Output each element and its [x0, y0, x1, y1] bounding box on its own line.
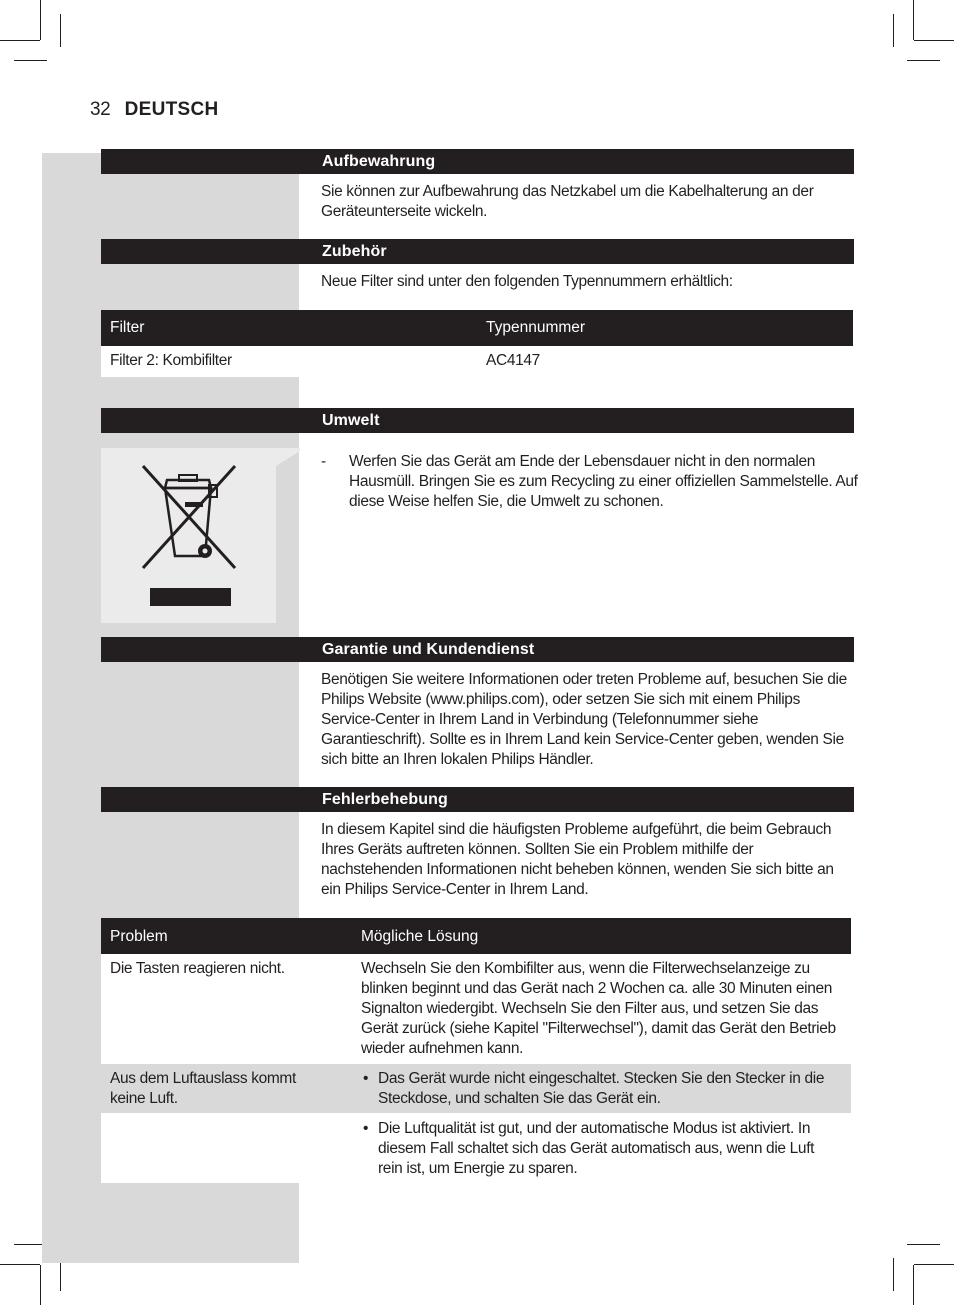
recycling-image-box [101, 448, 276, 623]
bullet-mark: • [363, 1120, 369, 1137]
solution-cell: Wechseln Sie den Kombifilter aus, wenn die Filterwechselanzeige zu blinken beginnt und das Gerät nach 2 Wochen ca. alle 30 Minuten einen Signalton wiedergibt. Wechseln Sie den Filter aus, und setzen Sie das Gerät zurück (siehe Kapitel "Filterwechsel"), damit das Gerät den Betrieb wieder aufnehmen kann. [361, 960, 836, 1057]
bullet-mark: • [363, 1070, 369, 1087]
page-language: DEUTSCH [124, 99, 219, 120]
filter-table-header [101, 310, 853, 346]
crop-mark [893, 14, 894, 47]
solution-bullet-text: Das Gerät wurde nicht eingeschaltet. Stecken Sie den Stecker in die Steckdose, und schalten Sie das Gerät ein. [378, 1070, 825, 1107]
crop-mark [913, 0, 914, 40]
section-title-warranty: Garantie und Kundendienst [101, 637, 854, 662]
table-row [101, 1064, 851, 1113]
problem-cell: Aus dem Luftauslass kommt keine Luft. [110, 1070, 296, 1107]
crossed-out-wheelie-bin-icon [101, 448, 276, 623]
crop-mark [40, 1265, 41, 1305]
filter-table-header-type: Typennummer [486, 319, 586, 336]
warranty-text: Benötigen Sie weitere Informationen oder treten Probleme auf, besuchen Sie die Philips Website (www.philips.com), oder setzen Sie sich mit einem Philips Service-Center in Ihrem Land in Verbindung (Telefonnummer siehe Garantieschrift). Sollte es in Ihrem Land kein Service-Center geben, wenden Sie sich bitte an Ihren lokalen Philips Händler. [321, 671, 847, 768]
crop-mark [907, 1244, 940, 1245]
page-number: 32 [90, 99, 111, 120]
crop-mark [40, 0, 41, 40]
section-title-troubleshooting: Fehlerbehebung [101, 787, 854, 812]
crop-mark [893, 1258, 894, 1291]
table-row [101, 1113, 851, 1183]
crop-mark [913, 1265, 914, 1305]
image-pointer-arrow [276, 448, 300, 468]
crop-mark [914, 40, 954, 41]
environment-text: Werfen Sie das Gerät am Ende der Lebensdauer nicht in den normalen Hausmüll. Bringen Sie es zum Recycling zu einer offiziellen Sammelstelle. Auf diese Weise helfen Sie, die Umwelt zu schonen. [349, 453, 858, 510]
solution-bullet-text: Die Luftqualität ist gut, und der automatische Modus ist aktiviert. In diesem Fall schaltet sich das Gerät automatisch aus, wenn die Luft rein ist, um Energie zu sparen. [378, 1120, 815, 1177]
crop-mark [0, 1264, 40, 1265]
header-solution: Mögliche Lösung [361, 928, 479, 945]
problem-cell: Die Tasten reagieren nicht. [110, 960, 285, 977]
crop-mark [914, 1264, 954, 1265]
troubleshooting-text: In diesem Kapitel sind die häufigsten Probleme aufgeführt, die beim Gebrauch Ihres Geräts auftreten können. Sollten Sie ein Problem mithilfe der nachstehenden Informationen nicht beheben können, wenden Sie sich bitte an ein Philips Service-Center in Ihrem Land. [321, 821, 834, 898]
dash-mark: - [321, 453, 326, 470]
crop-mark [907, 60, 940, 61]
section-title-storage: Aufbewahrung [101, 149, 854, 174]
filter-table-row [101, 346, 857, 377]
header-problem: Problem [110, 928, 168, 945]
filter-name: Filter 2: Kombifilter [110, 352, 232, 369]
table-row [101, 954, 851, 1064]
filter-type-number: AC4147 [486, 352, 540, 369]
troubleshooting-table-header [101, 918, 851, 954]
crop-mark [60, 14, 61, 47]
filter-table-header-filter: Filter [110, 319, 145, 336]
accessories-text: Neue Filter sind unter den folgenden Typennummern erhältlich: [321, 273, 733, 290]
crop-mark [0, 40, 40, 41]
storage-text: Sie können zur Aufbewahrung das Netzkabel um die Kabelhalterung an der Geräteunterseite wickeln. [321, 183, 814, 220]
page-header [90, 99, 219, 123]
crop-mark [14, 60, 47, 61]
section-title-environment: Umwelt [101, 408, 854, 433]
section-title-accessories: Zubehör [101, 239, 854, 264]
